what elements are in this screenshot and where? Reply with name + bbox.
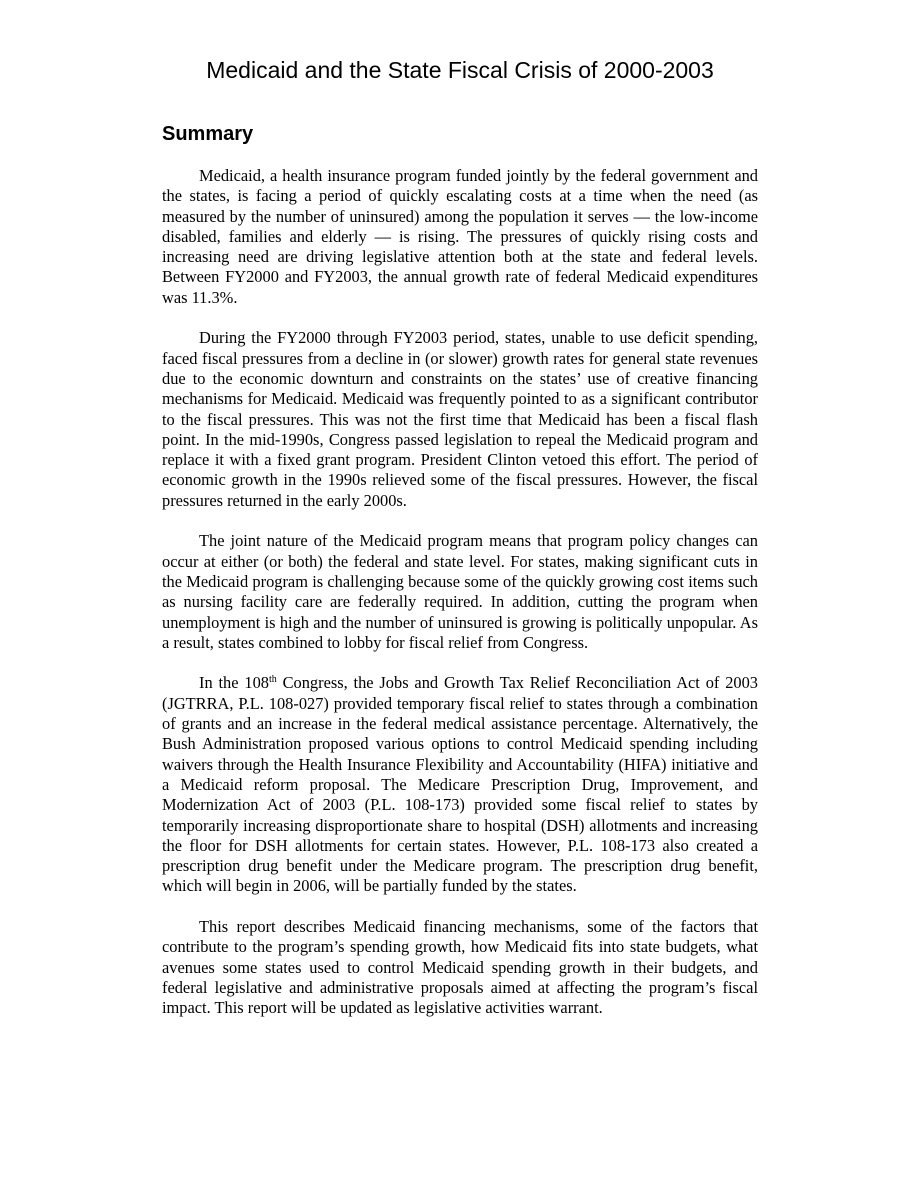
- section-heading-summary: Summary: [162, 123, 254, 145]
- ordinal-superscript: th: [268, 674, 277, 686]
- paragraph-4-lead: In the 108: [199, 673, 269, 693]
- document-title: Medicaid and the State Fiscal Crisis of 2000-2003: [206, 57, 714, 83]
- summary-paragraph-5: This report describes Medicaid financing mechanisms, some of the factors that contribute to the program’s spending growth, how Medicaid fits into state budgets, what avenues some states used to control Medicaid spending growth in their budgets, and federal legislative and administrative proposals aimed at affecting the program’s fiscal impact. This report will be updated as legislative activities warrant.: [162, 916, 758, 1018]
- summary-paragraph-1: Medicaid, a health insurance program funded jointly by the federal government and the states, is facing a period of quickly escalating costs at a time when the need (as measured by the number of uninsured) among the population it serves — the low-income disabled, families and elderly — is rising. The pressures of quickly rising costs and increasing need are driving legislative attention both at the state and federal levels. Between FY2000 and FY2003, the annual growth rate of federal Medicaid expenditures was 11.3%.: [162, 166, 758, 307]
- summary-paragraph-3: The joint nature of the Medicaid program means that program policy changes can occur at either (or both) the federal and state level. For states, making significant cuts in the Medicaid program is challenging because some of the quickly growing cost items such as nursing facility care are federally required. In addition, cutting the program when unemployment is high and the number of uninsured is growing is politically unpopular. As a result, states combined to lobby for fiscal relief from Congress.: [162, 531, 758, 652]
- summary-body: [162, 166, 758, 1039]
- paragraph-4-rest: Congress, the Jobs and Growth Tax Relief Reconciliation Act of 2003 (JGTRRA, P.L. 108-027) provided temporary fiscal relief to states through a combination of grants and an increase in the federal medical assistance percentage. Alternatively, the Bush Administration proposed various options to control Medicaid spending including waivers through the Health Insurance Flexibility and Accountability (HIFA) initiative and a Medicaid reform proposal. The Medicare Prescription Drug, Improvement, and Modernization Act of 2003 (P.L. 108-173) provided some fiscal relief to states by temporarily increasing disproportionate share to hospital (DSH) allotments and increasing the floor for DSH allotments for certain states. However, P.L. 108-173 also created a prescription drug benefit under the Medicare program. The prescription drug benefit, which will begin in 2006, will be partially funded by the states.: [162, 673, 758, 896]
- summary-paragraph-2: During the FY2000 through FY2003 period, states, unable to use deficit spending, faced fiscal pressures from a decline in (or slower) growth rates for general state revenues due to the economic downturn and constraints on the states’ use of creative financing mechanisms for Medicaid. Medicaid was frequently pointed to as a significant contributor to the fiscal pressures. This was not the first time that Medicaid has been a fiscal flash point. In the mid-1990s, Congress passed legislation to repeal the Medicaid program and replace it with a fixed grant program. President Clinton vetoed this effort. The period of economic growth in the 1990s relieved some of the fiscal pressures. However, the fiscal pressures returned in the early 2000s.: [162, 328, 758, 510]
- summary-paragraph-4: [162, 673, 758, 896]
